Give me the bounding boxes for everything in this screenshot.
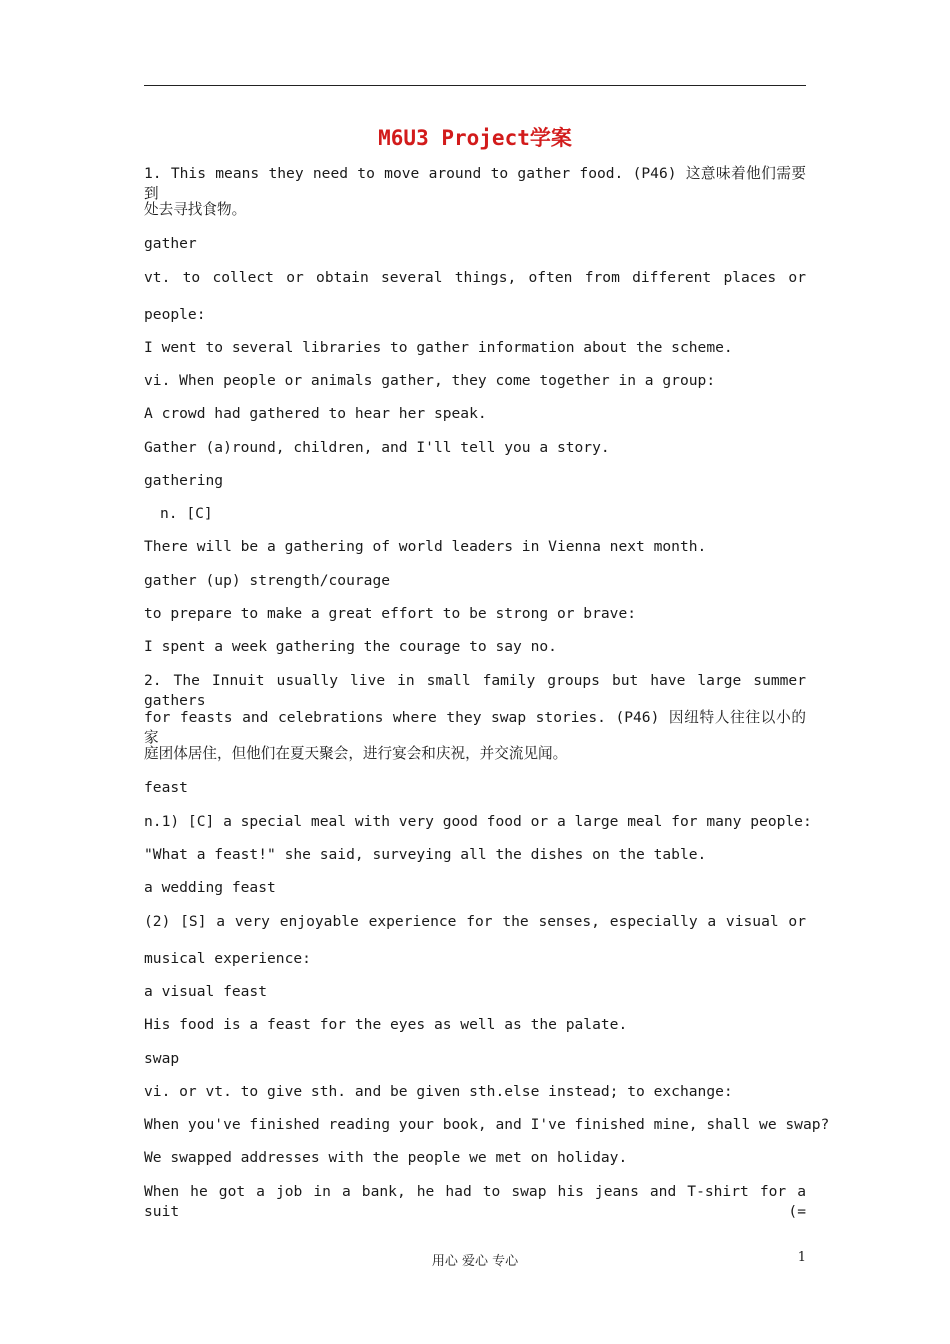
text-line: I went to several libraries to gather information about the scheme.: [144, 339, 733, 356]
text-line: 庭团体居住，但他们在夏天聚会，进行宴会和庆祝，并交流见闻。: [144, 745, 568, 762]
text-line: I spent a week gathering the courage to say no.: [144, 638, 557, 655]
text-line: (2) [S] a very enjoyable experience for the senses, especially a visual or: [144, 913, 806, 930]
text-line: n.1) [C] a special meal with very good food or a large meal for many people:: [144, 813, 812, 830]
text-line: people:: [144, 306, 206, 323]
text-line: 1. This means they need to move around to gather food. (P46) 这意味着他们需要到: [144, 165, 806, 202]
text-line: musical experience:: [144, 950, 311, 967]
header-rule: [144, 85, 806, 86]
text-line: for feasts and celebrations where they swap stories. (P46) 因纽特人往往以小的家: [144, 709, 806, 746]
text-line: feast: [144, 779, 188, 796]
text-line: gather: [144, 235, 197, 252]
text-line: vi. When people or animals gather, they come together in a group:: [144, 372, 716, 389]
page-number: 1: [797, 1250, 806, 1265]
text-line: Gather (a)round, children, and I'll tell you a story.: [144, 439, 610, 456]
text-line: "What a feast!" she said, surveying all the dishes on the table.: [144, 846, 707, 863]
text-line: His food is a feast for the eyes as well as the palate.: [144, 1016, 628, 1033]
page-title: M6U3 Project学案: [378, 126, 572, 150]
text-line: swap: [144, 1050, 180, 1067]
text-line: vi. or vt. to give sth. and be given sth.else instead; to exchange:: [144, 1083, 733, 1100]
text-line: 2. The Innuit usually live in small family groups but have large summer gathers: [144, 672, 806, 709]
text-line: n. [C]: [160, 505, 213, 522]
text-line: We swapped addresses with the people we met on holiday.: [144, 1149, 628, 1166]
text-line: a wedding feast: [144, 879, 276, 896]
text-line: A crowd had gathered to hear her speak.: [144, 405, 487, 422]
text-line: to prepare to make a great effort to be strong or brave:: [144, 605, 637, 622]
text-line: gathering: [144, 472, 224, 489]
text-line: a visual feast: [144, 983, 268, 1000]
text-line: When he got a job in a bank, he had to swap his jeans and T-shirt for a suit (=: [144, 1183, 806, 1220]
text-line: gather (up) strength/courage: [144, 572, 391, 589]
text-line: There will be a gathering of world leaders in Vienna next month.: [144, 538, 707, 555]
text-line: vt. to collect or obtain several things, often from different places or: [144, 269, 806, 286]
text-line: When you've finished reading your book, and I've finished mine, shall we swap?: [144, 1116, 830, 1133]
footer-motto: 用心 爱心 专心: [431, 1254, 519, 1269]
text-line: 处去寻找食物。: [144, 201, 247, 218]
